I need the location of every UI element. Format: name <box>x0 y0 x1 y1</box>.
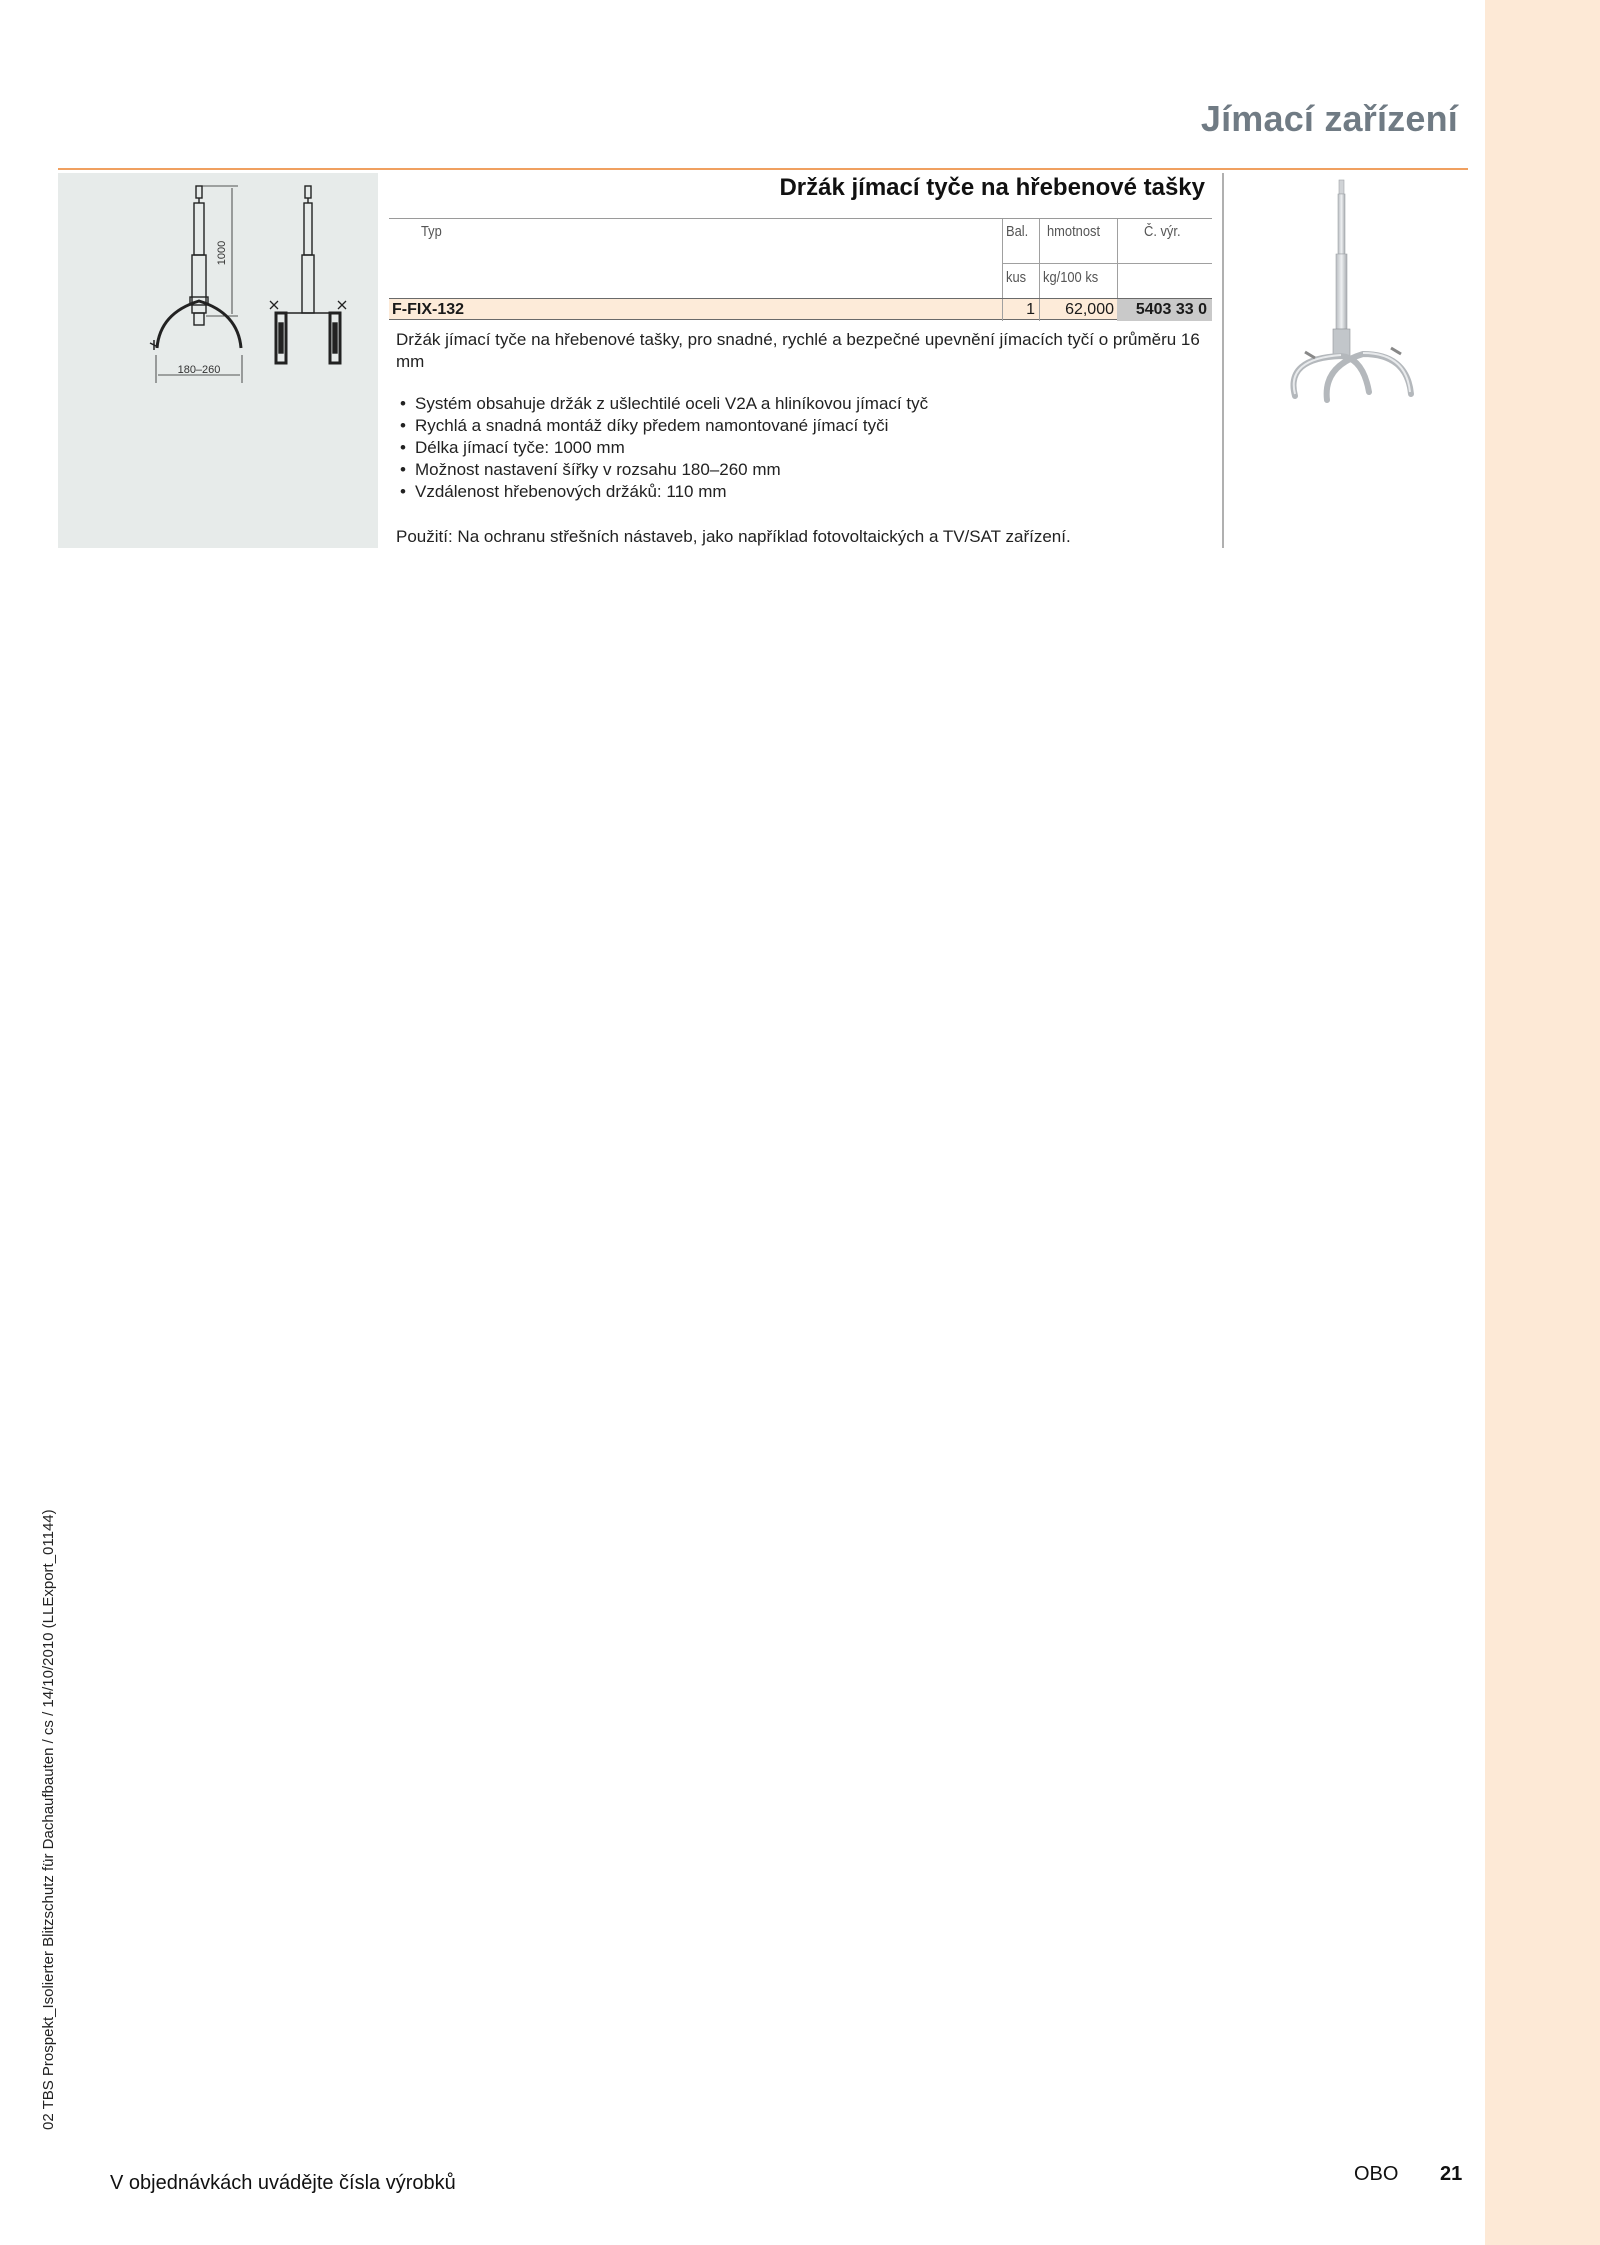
product-photo <box>1265 178 1435 413</box>
header-divider <box>1002 263 1212 264</box>
description-text: Držák jímací tyče na hřebenové tašky, pro snadné, rychlé a bezpečné upevnění jímacích tyčí o průměru 16 mm <box>396 330 1200 371</box>
page-number: 21 <box>1440 2163 1463 2185</box>
side-document-reference: 02 TBS Prospekt_Isolierter Blitzschutz für Dachaufbauten / cs / 14/10/2010 (LLExport_01144) <box>40 1509 57 2130</box>
header-cislo: Č. výr. <box>1144 223 1181 240</box>
title-divider <box>58 168 1468 170</box>
product-title: Držák jímací tyče na hřebenové tašky <box>779 174 1205 201</box>
cell-bal: 1 <box>1002 299 1039 321</box>
list-item: • Rychlá a snadná montáž díky předem namontované jímací tyči <box>398 415 1198 437</box>
product-description <box>396 329 1206 373</box>
column-divider <box>1117 219 1118 299</box>
table-row <box>389 298 1212 320</box>
footer-brand: OBO <box>1354 2163 1399 2185</box>
cell-typ: F-FIX-132 <box>392 301 465 318</box>
list-item: • Možnost nastavení šířky v rozsahu 180–260 mm <box>398 459 1198 481</box>
header-bal: Bal. <box>1006 223 1029 240</box>
side-color-band <box>1485 0 1600 2245</box>
cell-cislo: 5403 33 0 <box>1117 299 1212 321</box>
list-item: • Vzdálenost hřebenových držáků: 110 mm <box>398 481 1198 503</box>
product-table <box>389 218 1212 320</box>
column-divider <box>1002 219 1003 299</box>
header-hmotnost: hmotnost <box>1047 223 1101 240</box>
technical-drawing <box>58 173 378 548</box>
usage-text: Použití: Na ochranu střešních nástaveb, jako například fotovoltaických a TV/SAT zařízení. <box>396 527 1071 546</box>
section-title: Jímací zařízení <box>1200 98 1458 139</box>
unit-hmotnost: kg/100 ks <box>1043 269 1099 286</box>
list-item: • Systém obsahuje držák z ušlechtilé oceli V2A a hliníkovou jímací tyč <box>398 393 1198 415</box>
list-item: • Délka jímací tyče: 1000 mm <box>398 437 1198 459</box>
header-typ: Typ <box>421 223 442 240</box>
table-header <box>389 218 1212 298</box>
technical-drawing-panel <box>58 173 378 548</box>
feature-list <box>398 393 1198 503</box>
width-dimension-label: 180–260 <box>177 364 221 376</box>
footer-note: V objednávkách uvádějte čísla výrobků <box>110 2172 456 2194</box>
unit-bal: kus <box>1006 269 1027 286</box>
cell-hmotnost: 62,000 <box>1039 299 1117 321</box>
height-dimension-label: 1000 <box>216 240 228 266</box>
vertical-divider <box>1222 173 1224 548</box>
column-divider <box>1039 219 1040 299</box>
